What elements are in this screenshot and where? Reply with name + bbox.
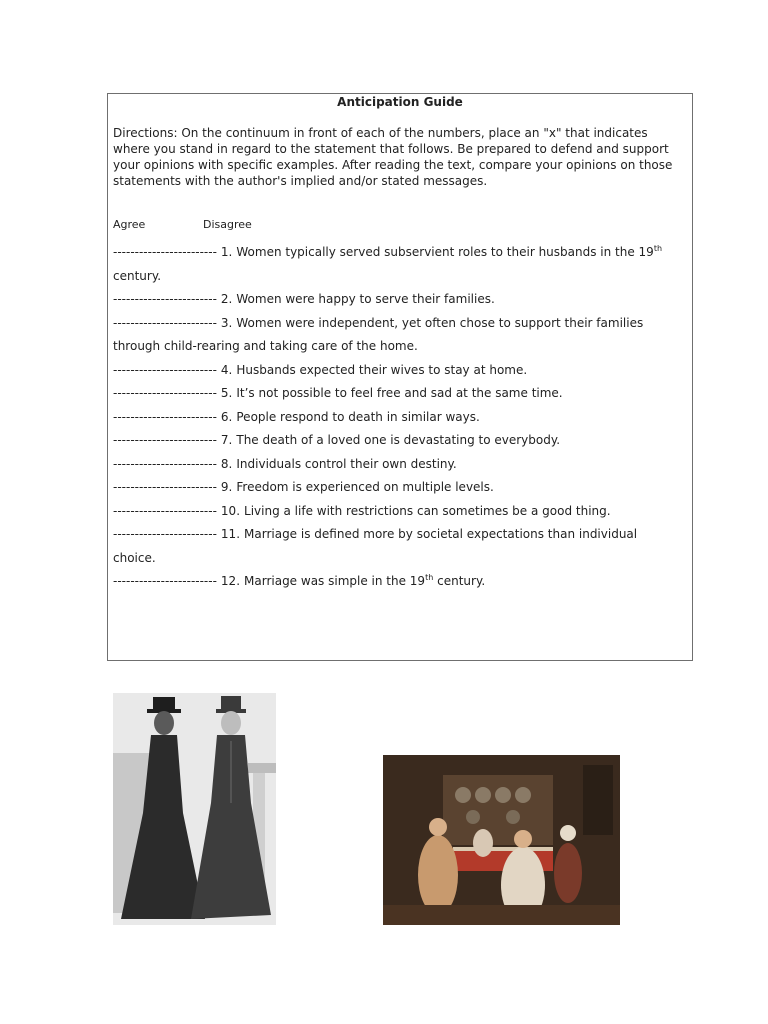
ordinal-suffix: th [653, 244, 663, 253]
statement-number: 11. [220, 527, 241, 541]
statement-item [113, 359, 683, 383]
statement-number: 3. [220, 315, 233, 330]
statement-number: 9. [220, 480, 233, 494]
anticipation-guide-box [107, 93, 693, 661]
statement-item [113, 241, 683, 288]
statement-item [113, 570, 683, 594]
continuum-line: ------------------------ [113, 574, 217, 588]
statement-item [113, 406, 683, 430]
statement-item [113, 429, 683, 453]
family-painting [383, 755, 620, 925]
statement-number: 1. [220, 245, 233, 259]
statement-text: Women were independent, yet often chose to support their families through child-rearing and taking care of the home. [113, 315, 644, 353]
statement-list [113, 241, 683, 594]
statement-number: 5. [220, 386, 233, 400]
statement-text: Individuals control their own destiny. [236, 456, 457, 471]
statement-number: 10. [220, 503, 241, 518]
statement-text: The death of a loved one is devastating to everybody. [236, 433, 561, 447]
continuum-line: ------------------------ [113, 527, 217, 541]
continuum-line: ------------------------ [113, 292, 217, 306]
agree-disagree-scale [113, 218, 252, 231]
statement-text: Husbands expected their wives to stay at home. [236, 362, 528, 377]
statement-text: Women were happy to serve their families. [236, 292, 495, 306]
statement-item [113, 312, 683, 359]
statement-number: 8. [220, 456, 233, 471]
agree-label: Agree [113, 218, 146, 231]
statement-number: 7. [220, 433, 233, 447]
statement-item [113, 288, 683, 312]
statement-text: It’s not possible to feel free and sad at the same time. [236, 386, 563, 400]
statement-item [113, 476, 683, 500]
disagree-label: Disagree [203, 218, 252, 231]
statement-text: Living a life with restrictions can sometimes be a good thing. [244, 503, 611, 518]
continuum-line: ------------------------ [113, 456, 217, 471]
statement-text-end: century. [113, 268, 162, 283]
continuum-line: ------------------------ [113, 386, 217, 400]
victorian-women-illustration [113, 693, 276, 925]
statement-number: 6. [220, 409, 233, 424]
statement-item [113, 523, 683, 570]
statement-item [113, 500, 683, 524]
guide-title: Anticipation Guide [337, 95, 463, 109]
statement-text-end: century. [433, 574, 486, 588]
directions-text: Directions: On the continuum in front of each of the numbers, place an "x" that indicates where you stand in regard to the statement that follows. Be prepared to defend and support your opinions with specific examples. After reading the text, compare your opinions on those statements with the author's implied and/or stated messages. [113, 126, 673, 188]
continuum-line: ------------------------ [113, 433, 217, 447]
statement-text: Women typically served subservient roles to their husbands in the 19 [236, 245, 654, 259]
statement-number: 12. [220, 574, 241, 588]
ordinal-suffix: th [425, 573, 434, 582]
continuum-line: ------------------------ [113, 315, 217, 330]
continuum-line: ------------------------ [113, 362, 217, 377]
statement-text: Marriage is defined more by societal expectations than individual choice. [113, 527, 638, 565]
statement-text: Marriage was simple in the 19 [244, 574, 426, 588]
statement-item [113, 382, 683, 406]
statement-number: 4. [220, 362, 233, 377]
statement-number: 2. [220, 292, 233, 306]
continuum-line: ------------------------ [113, 409, 217, 424]
statement-text: Freedom is experienced on multiple levels. [236, 480, 494, 494]
statement-item [113, 453, 683, 477]
continuum-line: ------------------------ [113, 480, 217, 494]
continuum-line: ------------------------ [113, 503, 217, 518]
family-painting-drawing [383, 755, 620, 925]
statement-text: People respond to death in similar ways. [236, 409, 480, 424]
continuum-line: ------------------------ [113, 245, 217, 259]
victorian-women-drawing [113, 693, 276, 925]
